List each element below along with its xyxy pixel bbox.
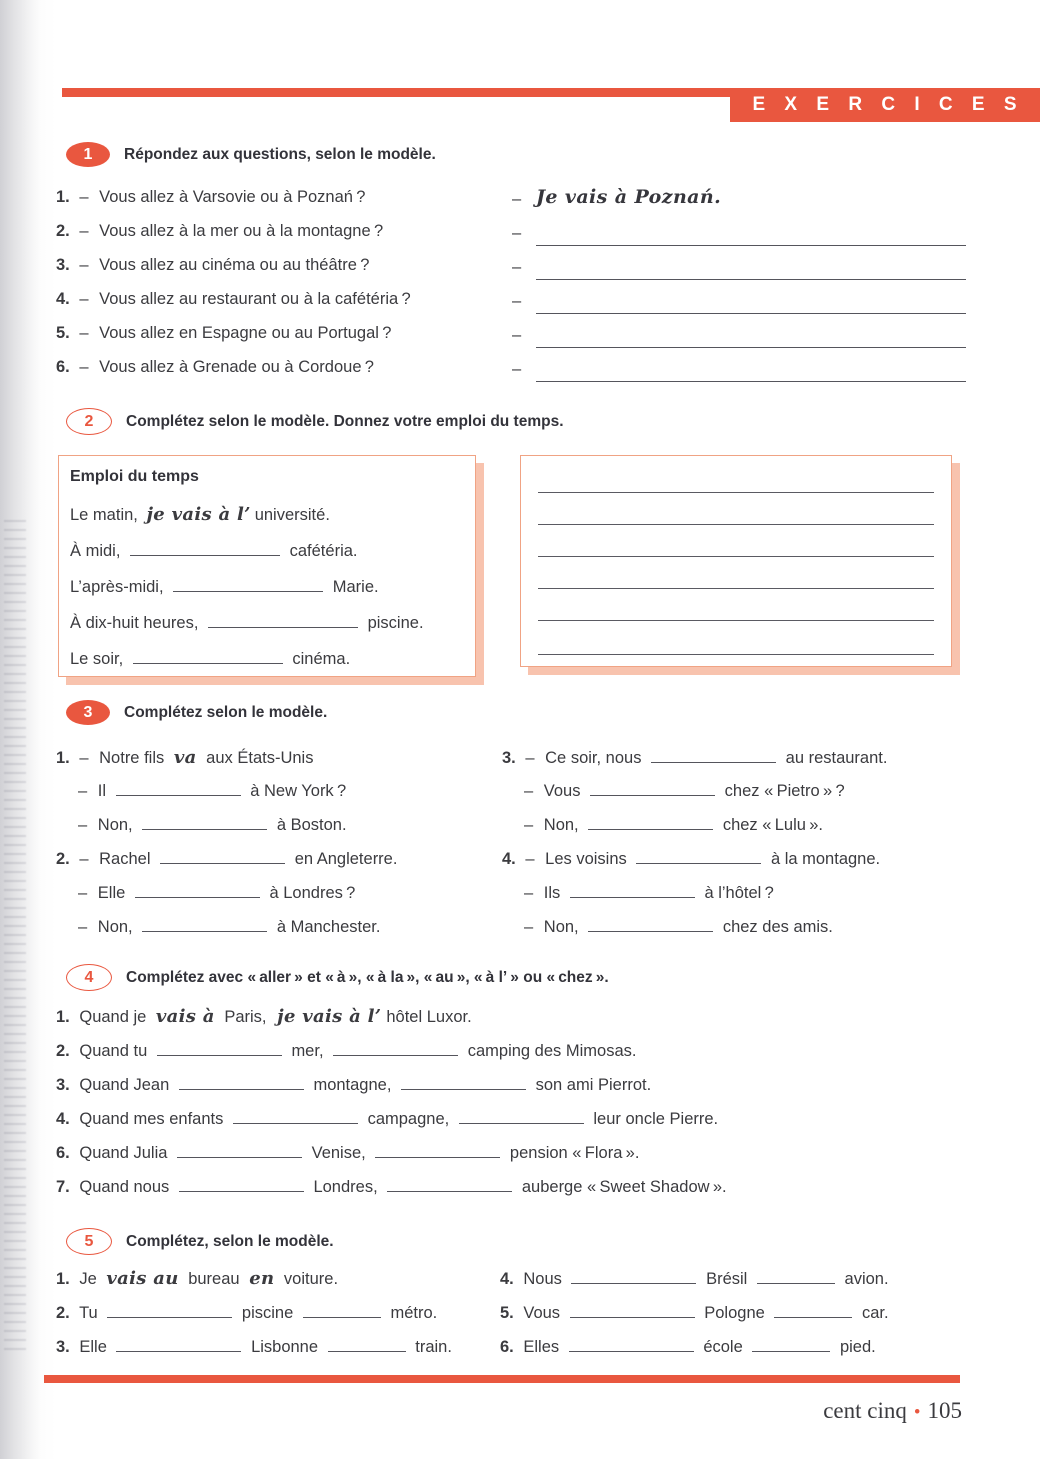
exercise-1-item bbox=[56, 188, 365, 207]
item-part-1: Vous bbox=[523, 1304, 561, 1322]
fill-in-blank[interactable] bbox=[588, 916, 713, 932]
exercise-5-item bbox=[56, 1302, 437, 1323]
item-after: en Angleterre. bbox=[294, 850, 398, 868]
item-after: à l’hôtel ? bbox=[704, 884, 774, 902]
exercise-3-item bbox=[524, 882, 774, 903]
item-part-1: Tu bbox=[79, 1304, 98, 1322]
fill-in-blank[interactable] bbox=[157, 1040, 282, 1056]
item-before: Elle bbox=[97, 884, 126, 902]
folio-number: 105 bbox=[927, 1398, 962, 1423]
item-after: au restaurant. bbox=[785, 749, 888, 767]
emploi-box-line bbox=[70, 576, 379, 597]
fill-in-blank[interactable] bbox=[177, 1142, 302, 1158]
exercise-3-item bbox=[524, 814, 823, 835]
fill-in-blank[interactable] bbox=[774, 1302, 852, 1318]
emploi-du-temps-box bbox=[58, 455, 476, 677]
exercise-3-badge: 3 bbox=[66, 700, 110, 725]
item-number: 3. bbox=[56, 1338, 70, 1356]
exercise-5-item bbox=[500, 1336, 876, 1357]
item-middle: mer, bbox=[291, 1042, 324, 1060]
fill-in-blank[interactable] bbox=[142, 814, 267, 830]
item-before: Rachel bbox=[99, 850, 151, 868]
item-number: 4. bbox=[502, 850, 516, 868]
exercise-5-item bbox=[500, 1302, 889, 1323]
exercise-5-title: Complétez, selon le modèle. bbox=[126, 1232, 334, 1250]
item-part-2: pension « Flora ». bbox=[509, 1144, 640, 1162]
exercise-3-item bbox=[56, 848, 397, 869]
emploi-box-line bbox=[70, 648, 350, 669]
item-middle: campagne, bbox=[367, 1110, 450, 1128]
footer-rule bbox=[44, 1375, 960, 1383]
exercise-4-item bbox=[56, 1040, 636, 1061]
item-part-1: Quand nous bbox=[79, 1178, 170, 1196]
exercise-3-heading bbox=[66, 700, 327, 725]
item-number: 6. bbox=[56, 358, 70, 376]
page-folio bbox=[823, 1398, 962, 1424]
answer-line[interactable] bbox=[536, 381, 966, 382]
answer-dash: – bbox=[512, 258, 522, 276]
item-text: Vous allez au restaurant ou à la cafétéria ? bbox=[99, 290, 411, 308]
folio-words: cent cinq bbox=[823, 1398, 907, 1423]
answer-dash: – bbox=[512, 326, 522, 344]
answer-write-line[interactable] bbox=[538, 556, 934, 557]
exercise-1-heading bbox=[66, 142, 436, 167]
item-number: 5. bbox=[500, 1304, 514, 1322]
item-before: Ils bbox=[543, 884, 561, 902]
item-after: à Londres ? bbox=[269, 884, 356, 902]
item-before: Non, bbox=[543, 918, 579, 936]
exercise-1-item bbox=[56, 222, 383, 241]
fill-in-blank[interactable] bbox=[569, 1336, 694, 1352]
item-text: Vous allez à Varsovie ou à Poznań ? bbox=[99, 188, 366, 206]
emploi-box-title: Emploi du temps bbox=[70, 468, 199, 485]
item-after: à Manchester. bbox=[276, 918, 381, 936]
answer-write-line[interactable] bbox=[538, 492, 934, 493]
exercise-3-item bbox=[502, 747, 887, 768]
fill-in-blank[interactable] bbox=[387, 1176, 512, 1192]
line-after: piscine. bbox=[367, 614, 424, 632]
line-before: L’après-midi, bbox=[70, 578, 164, 596]
answer-write-line[interactable] bbox=[538, 654, 934, 655]
item-number: 1. bbox=[56, 188, 70, 206]
item-part-1: Quand Julia bbox=[79, 1144, 168, 1162]
emploi-box-line bbox=[70, 540, 358, 561]
exercise-4-heading bbox=[66, 964, 609, 991]
item-part-2: car. bbox=[862, 1304, 889, 1322]
fill-in-blank[interactable] bbox=[333, 1040, 458, 1056]
item-middle: bureau bbox=[188, 1270, 240, 1288]
item-dash: – bbox=[525, 749, 535, 767]
item-after: à Boston. bbox=[276, 816, 347, 834]
item-part-2: leur oncle Pierre. bbox=[593, 1110, 719, 1128]
line-after: cafétéria. bbox=[289, 542, 358, 560]
fill-in-blank[interactable] bbox=[571, 1268, 696, 1284]
item-script-2: je vais à l’ bbox=[277, 1006, 382, 1027]
item-middle: montagne, bbox=[313, 1076, 392, 1094]
exercise-3-title: Complétez selon le modèle. bbox=[124, 703, 328, 721]
item-after: aux États-Unis bbox=[206, 749, 314, 767]
fill-in-blank[interactable] bbox=[752, 1336, 830, 1352]
item-part-1: Nous bbox=[523, 1270, 562, 1288]
fill-in-blank[interactable] bbox=[107, 1302, 232, 1318]
item-dash: – bbox=[524, 816, 534, 834]
emploi-box-line bbox=[70, 612, 424, 633]
answer-line[interactable] bbox=[536, 347, 966, 348]
exercise-2-title: Complétez selon le modèle. Donnez votre emploi du temps. bbox=[126, 412, 564, 430]
item-part-1: Quand Jean bbox=[79, 1076, 170, 1094]
exercise-3-item bbox=[524, 916, 833, 937]
item-part-2: son ami Pierrot. bbox=[535, 1076, 652, 1094]
item-number: 1. bbox=[56, 1008, 70, 1026]
item-number: 1. bbox=[56, 1270, 70, 1288]
exercise-1-model-answer: Je vais à Poznań. bbox=[536, 186, 722, 208]
fill-in-blank[interactable] bbox=[303, 1302, 381, 1318]
exercise-3-item bbox=[78, 916, 380, 937]
item-before: Les voisins bbox=[545, 850, 627, 868]
item-middle: piscine bbox=[241, 1304, 294, 1322]
exercise-5-item bbox=[500, 1268, 889, 1289]
item-number: 2. bbox=[56, 1304, 70, 1322]
item-dash: – bbox=[79, 222, 89, 240]
item-before: Notre fils bbox=[99, 749, 165, 767]
fill-in-blank[interactable] bbox=[130, 540, 280, 556]
item-part-2: auberge « Sweet Shadow ». bbox=[521, 1178, 727, 1196]
exercise-4-item bbox=[56, 1142, 639, 1163]
item-number: 7. bbox=[56, 1178, 70, 1196]
item-part-2: pied. bbox=[839, 1338, 876, 1356]
exercise-5-item bbox=[56, 1336, 452, 1357]
item-dash: – bbox=[525, 850, 535, 868]
answer-line[interactable] bbox=[536, 245, 966, 246]
item-number: 2. bbox=[56, 1042, 70, 1060]
item-after: à la montagne. bbox=[770, 850, 881, 868]
exercise-1-item bbox=[56, 358, 374, 377]
item-after: chez « Lulu ». bbox=[722, 816, 824, 834]
item-dash: – bbox=[79, 256, 89, 274]
page-bleed-through bbox=[4, 520, 26, 1350]
item-dash: – bbox=[78, 918, 88, 936]
item-dash: – bbox=[78, 816, 88, 834]
exercise-5-badge: 5 bbox=[66, 1228, 112, 1255]
exercise-1-badge: 1 bbox=[66, 142, 110, 167]
item-dash: – bbox=[79, 188, 89, 206]
exercise-1-title: Répondez aux questions, selon le modèle. bbox=[124, 145, 436, 163]
answer-line[interactable] bbox=[536, 313, 966, 314]
fill-in-blank[interactable] bbox=[142, 916, 267, 932]
exercise-3-item bbox=[78, 780, 346, 801]
item-part-2: métro. bbox=[390, 1304, 438, 1322]
fill-in-blank[interactable] bbox=[328, 1336, 406, 1352]
exercise-3-item bbox=[502, 848, 880, 869]
item-part-1: Quand mes enfants bbox=[79, 1110, 224, 1128]
line-before: Le matin, bbox=[70, 506, 138, 524]
fill-in-blank[interactable] bbox=[116, 780, 241, 796]
fill-in-blank[interactable] bbox=[233, 1108, 358, 1124]
item-part-1: Quand je bbox=[79, 1008, 147, 1026]
item-dash: – bbox=[78, 884, 88, 902]
item-part-2: avion. bbox=[844, 1270, 889, 1288]
item-after: à New York ? bbox=[250, 782, 347, 800]
fill-in-blank[interactable] bbox=[401, 1074, 526, 1090]
fill-in-blank[interactable] bbox=[757, 1268, 835, 1284]
answer-dash: – bbox=[512, 360, 522, 378]
answer-write-line[interactable] bbox=[538, 588, 934, 589]
item-after: chez « Pietro » ? bbox=[724, 782, 845, 800]
exercise-5-item bbox=[56, 1268, 338, 1289]
line-before: À midi, bbox=[70, 542, 121, 560]
exercise-3-item bbox=[56, 747, 313, 768]
exercise-3-item bbox=[78, 882, 355, 903]
answer-write-line[interactable] bbox=[538, 620, 934, 621]
item-text: Vous allez en Espagne ou au Portugal ? bbox=[99, 324, 392, 342]
item-script: va bbox=[173, 747, 197, 768]
item-script-1: vais au bbox=[106, 1268, 179, 1289]
exercise-4-badge: 4 bbox=[66, 964, 112, 991]
answer-dash: – bbox=[512, 224, 522, 242]
item-part-2: train. bbox=[415, 1338, 452, 1356]
item-script-2: en bbox=[249, 1268, 275, 1289]
answer-line[interactable] bbox=[536, 279, 966, 280]
item-part-2: camping des Mimosas. bbox=[467, 1042, 637, 1060]
emploi-box-line bbox=[70, 504, 330, 525]
exercise-4-title: Complétez avec « aller » et « à », « à la », « au », « à l’ » ou « chez ». bbox=[126, 968, 609, 986]
item-text: Vous allez au cinéma ou au théâtre ? bbox=[99, 256, 370, 274]
fill-in-blank[interactable] bbox=[570, 882, 695, 898]
item-middle: Londres, bbox=[313, 1178, 378, 1196]
exercise-1-item bbox=[56, 256, 369, 275]
item-dash: – bbox=[79, 850, 89, 868]
item-dash: – bbox=[79, 358, 89, 376]
item-text: Vous allez à Grenade ou à Cordoue ? bbox=[99, 358, 374, 376]
exercise-5-heading bbox=[66, 1228, 334, 1255]
item-middle: école bbox=[703, 1338, 743, 1356]
item-number: 6. bbox=[500, 1338, 514, 1356]
fill-in-blank[interactable] bbox=[570, 1302, 695, 1318]
item-part-1: Elles bbox=[523, 1338, 560, 1356]
fill-in-blank[interactable] bbox=[459, 1108, 584, 1124]
item-middle: Venise, bbox=[311, 1144, 366, 1162]
item-dash: – bbox=[524, 918, 534, 936]
fill-in-blank[interactable] bbox=[375, 1142, 500, 1158]
item-number: 2. bbox=[56, 222, 70, 240]
item-number: 3. bbox=[56, 256, 70, 274]
exercise-4-item bbox=[56, 1006, 472, 1027]
item-before: Vous bbox=[543, 782, 581, 800]
exercices-banner bbox=[730, 88, 1040, 122]
item-middle: Lisbonne bbox=[251, 1338, 319, 1356]
item-before: Non, bbox=[97, 816, 133, 834]
item-before: Il bbox=[97, 782, 107, 800]
item-number: 3. bbox=[56, 1076, 70, 1094]
fill-in-blank[interactable] bbox=[651, 747, 776, 763]
item-number: 2. bbox=[56, 850, 70, 868]
exercise-3-item bbox=[524, 780, 845, 801]
fill-in-blank[interactable] bbox=[173, 576, 323, 592]
exercices-label: E X E R C I C E S bbox=[752, 94, 1024, 115]
item-middle: Pologne bbox=[704, 1304, 765, 1322]
line-after: université. bbox=[254, 506, 330, 524]
item-dash: – bbox=[79, 290, 89, 308]
item-number: 4. bbox=[56, 1110, 70, 1128]
item-part-1: Elle bbox=[79, 1338, 107, 1356]
fill-in-blank[interactable] bbox=[135, 882, 260, 898]
exercise-4-item bbox=[56, 1074, 651, 1095]
item-after: chez des amis. bbox=[722, 918, 833, 936]
folio-bullet: • bbox=[913, 1402, 921, 1423]
exercise-4-item bbox=[56, 1176, 727, 1197]
item-number: 5. bbox=[56, 324, 70, 342]
item-part-1: Je bbox=[79, 1270, 97, 1288]
item-dash: – bbox=[524, 782, 534, 800]
line-after: Marie. bbox=[332, 578, 379, 596]
fill-in-blank[interactable] bbox=[636, 848, 761, 864]
item-before: Non, bbox=[97, 918, 133, 936]
item-part-2: hôtel Luxor. bbox=[386, 1008, 472, 1026]
item-part-1: Quand tu bbox=[79, 1042, 148, 1060]
fill-in-blank[interactable] bbox=[208, 612, 358, 628]
fill-in-blank[interactable] bbox=[133, 648, 283, 664]
fill-in-blank[interactable] bbox=[179, 1176, 304, 1192]
item-text: Vous allez à la mer ou à la montagne ? bbox=[99, 222, 384, 240]
item-number: 3. bbox=[502, 749, 516, 767]
exercise-2-badge: 2 bbox=[66, 408, 112, 435]
line-before: À dix-huit heures, bbox=[70, 614, 199, 632]
answer-write-line[interactable] bbox=[538, 524, 934, 525]
item-script-1: vais à bbox=[155, 1006, 215, 1027]
fill-in-blank[interactable] bbox=[160, 848, 285, 864]
item-number: 6. bbox=[56, 1144, 70, 1162]
exercise-1-item bbox=[56, 290, 411, 309]
fill-in-blank[interactable] bbox=[179, 1074, 304, 1090]
item-number: 4. bbox=[56, 290, 70, 308]
line-script: je vais à l’ bbox=[146, 504, 251, 525]
exercise-2-heading bbox=[66, 408, 564, 435]
item-middle: Paris, bbox=[224, 1008, 267, 1026]
item-dash: – bbox=[79, 749, 89, 767]
exercise-2-answer-box[interactable] bbox=[520, 455, 952, 667]
item-before: Non, bbox=[543, 816, 579, 834]
exercise-3-item bbox=[78, 814, 347, 835]
fill-in-blank[interactable] bbox=[590, 780, 715, 796]
fill-in-blank[interactable] bbox=[116, 1336, 241, 1352]
item-number: 4. bbox=[500, 1270, 514, 1288]
fill-in-blank[interactable] bbox=[588, 814, 713, 830]
item-part-2: voiture. bbox=[283, 1270, 339, 1288]
item-dash: – bbox=[78, 782, 88, 800]
line-after: cinéma. bbox=[292, 650, 351, 668]
answer-dash: – bbox=[512, 292, 522, 310]
item-number: 1. bbox=[56, 749, 70, 767]
exercise-4-item bbox=[56, 1108, 718, 1129]
line-before: Le soir, bbox=[70, 650, 124, 668]
item-before: Ce soir, nous bbox=[545, 749, 642, 767]
exercise-1-item bbox=[56, 324, 391, 343]
item-dash: – bbox=[79, 324, 89, 342]
answer-dash: – bbox=[512, 190, 522, 208]
item-middle: Brésil bbox=[706, 1270, 748, 1288]
item-dash: – bbox=[524, 884, 534, 902]
